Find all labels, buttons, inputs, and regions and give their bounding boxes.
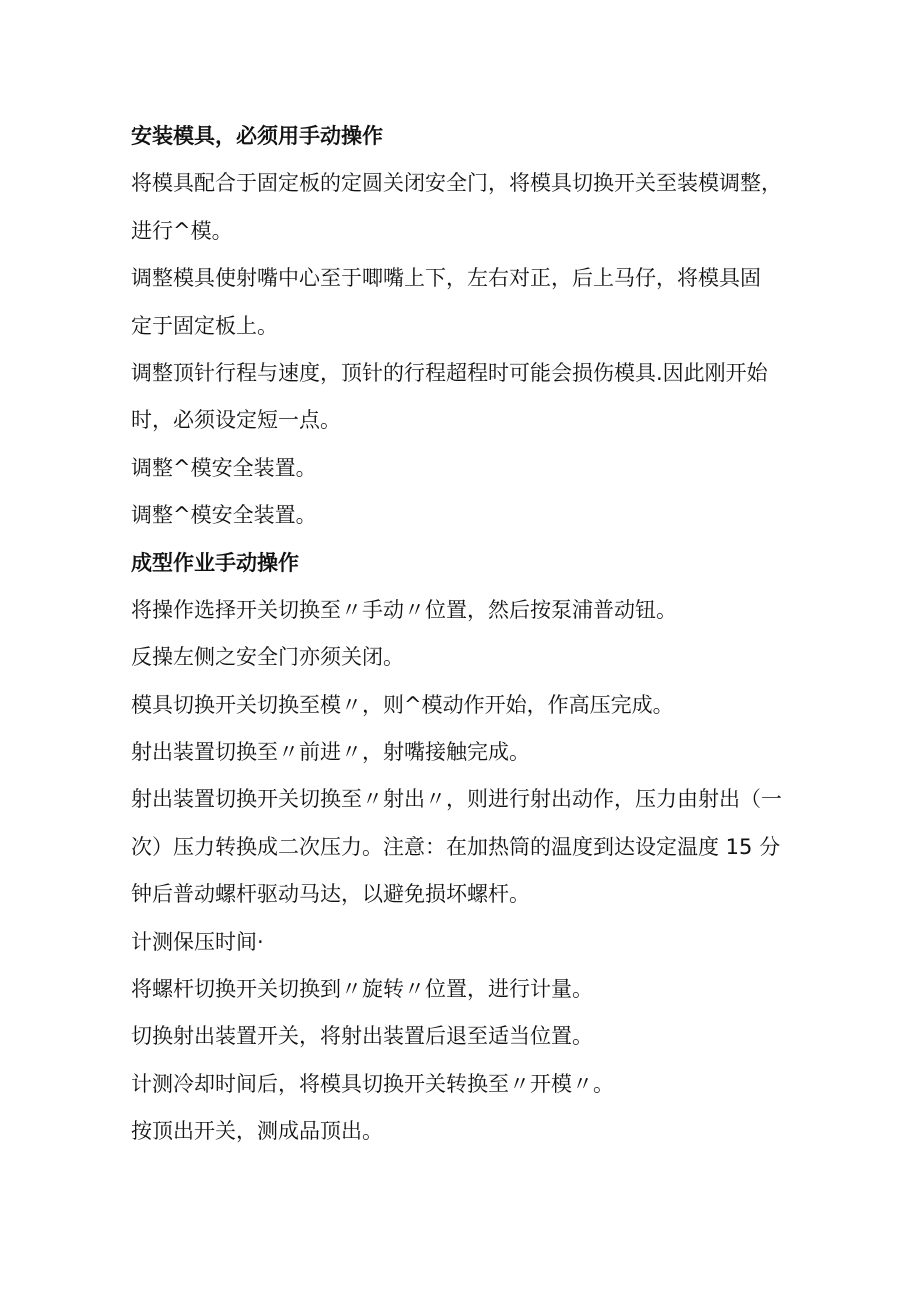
paragraph-line: 计测冷却时间后，将模具切换开关转换至〃开模〃。 <box>131 1071 614 1096</box>
paragraph-line: 调整^模安全装置。 <box>131 455 317 480</box>
paragraph-line: 将螺杆切换开关切换到〃旋转〃位置，进行计量。 <box>131 977 593 1002</box>
document-page <box>131 113 831 1156</box>
section-heading-molding-operation: 成型作业手动操作 <box>131 550 299 575</box>
paragraph-line: 调整模具使射嘴中心至于唧嘴上下，左右对正，后上马仔，将模具固 <box>131 266 761 291</box>
paragraph-line: 进行^模。 <box>131 218 233 243</box>
paragraph-line: 次）压力转换成二次压力。注意：在加热筒的温度到达设定温度 15 分 <box>131 834 781 859</box>
paragraph-line: 切换射出装置开关，将射出装置后退至适当位置。 <box>131 1024 593 1049</box>
paragraph-line: 模具切换开关切换至模〃，则^模动作开始，作高压完成。 <box>131 692 674 717</box>
paragraph-line: 按顶出开关，测成品顶出。 <box>131 1119 383 1144</box>
paragraph-line: 射出装置切换开关切换至〃射出〃，则进行射出动作，压力由射出（一 <box>131 787 782 812</box>
paragraph-line: 计测保压时间· <box>131 929 264 954</box>
paragraph-line: 时，必须设定短一点。 <box>131 408 341 433</box>
paragraph-line: 射出装置切换至〃前进〃，射嘴接触完成。 <box>131 740 530 765</box>
paragraph-line: 定于固定板上。 <box>131 313 278 338</box>
paragraph-line: 反操左侧之安全门亦须关闭。 <box>131 645 404 670</box>
paragraph-line: 将操作选择开关切换至〃手动〃位置，然后按泵浦普动钮。 <box>131 597 677 622</box>
section-heading-mold-installation: 安装模具，必须用手动操作 <box>131 124 383 148</box>
paragraph-line: 调整^模安全装置。 <box>131 503 317 528</box>
paragraph-line: 将模具配合于固定板的定圆关闭安全门，将模具切换开关至装模调整， <box>131 171 782 196</box>
paragraph-line: 钟后普动螺杆驱动马达，以避免损坏螺杆。 <box>131 882 530 907</box>
paragraph-line: 调整顶针行程与速度，顶针的行程超程时可能会损伤模具.因此刚开始 <box>131 360 768 385</box>
